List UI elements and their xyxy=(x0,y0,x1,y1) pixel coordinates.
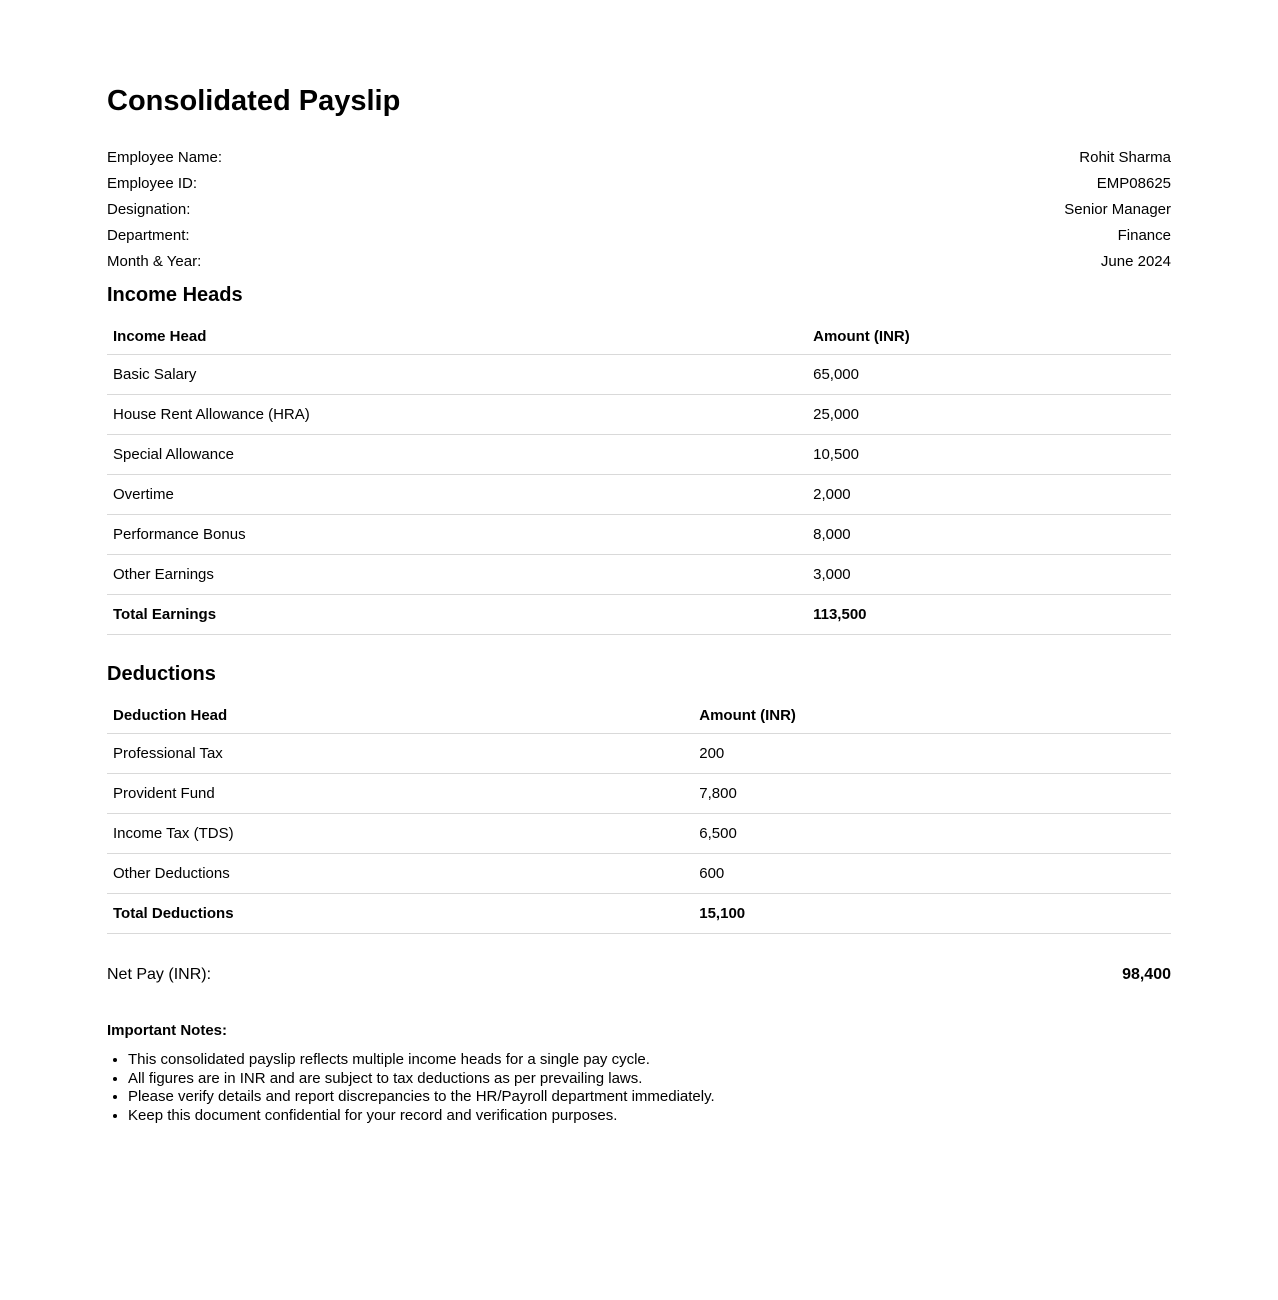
deduction-head-column-header: Deduction Head xyxy=(107,698,693,734)
employee-id-row xyxy=(107,170,1171,196)
net-pay-label: Net Pay (INR): xyxy=(107,966,212,984)
income-row-label: Performance Bonus xyxy=(107,515,807,555)
deductions-table xyxy=(107,698,1171,934)
income-table-header-row xyxy=(107,319,1171,355)
income-row-amount: 65,000 xyxy=(807,355,1171,395)
deduction-row-amount: 6,500 xyxy=(693,814,1171,854)
total-deductions-label: Total Deductions xyxy=(107,894,693,934)
list-item: • Keep this document confidential for your record and verification purposes. xyxy=(128,1107,1171,1126)
table-row xyxy=(107,814,1171,854)
department-row xyxy=(107,222,1171,248)
table-row xyxy=(107,854,1171,894)
total-deductions-row xyxy=(107,894,1171,934)
deduction-row-label: Other Deductions xyxy=(107,854,693,894)
income-row-amount: 8,000 xyxy=(807,515,1171,555)
deduction-row-amount: 600 xyxy=(693,854,1171,894)
income-amount-column-header: Amount (INR) xyxy=(807,319,1171,355)
table-row xyxy=(107,435,1171,475)
income-row-amount: 10,500 xyxy=(807,435,1171,475)
total-earnings-row xyxy=(107,595,1171,635)
table-row xyxy=(107,475,1171,515)
net-pay-row xyxy=(107,966,1171,984)
employee-id-value: EMP08625 xyxy=(1096,174,1171,192)
table-row xyxy=(107,355,1171,395)
income-row-amount: 2,000 xyxy=(807,475,1171,515)
deduction-amount-column-header: Amount (INR) xyxy=(693,698,1171,734)
income-row-amount: 3,000 xyxy=(807,555,1171,595)
month-year-value: June 2024 xyxy=(1100,252,1171,270)
income-row-label: Overtime xyxy=(107,475,807,515)
notes-list xyxy=(107,1051,1171,1125)
designation-label: Designation: xyxy=(107,200,191,218)
employee-name-value: Rohit Sharma xyxy=(1079,148,1171,166)
table-row xyxy=(107,555,1171,595)
income-row-label: Special Allowance xyxy=(107,435,807,475)
table-row xyxy=(107,395,1171,435)
list-item: • This consolidated payslip reflects multiple income heads for a single pay cycle. xyxy=(128,1051,1171,1070)
deductions-heading: Deductions xyxy=(107,663,216,686)
total-earnings-amount: 113,500 xyxy=(807,595,1171,635)
employee-id-label: Employee ID: xyxy=(107,174,198,192)
list-item: • All figures are in INR and are subject to tax deductions as per prevailing laws. xyxy=(128,1070,1171,1089)
total-deductions-amount: 15,100 xyxy=(693,894,1171,934)
important-notes-heading: Important Notes: xyxy=(107,1022,227,1040)
department-label: Department: xyxy=(107,226,190,244)
month-year-label: Month & Year: xyxy=(107,252,202,270)
total-earnings-label: Total Earnings xyxy=(107,595,807,635)
income-row-label: Other Earnings xyxy=(107,555,807,595)
deduction-row-label: Income Tax (TDS) xyxy=(107,814,693,854)
month-year-row xyxy=(107,248,1171,274)
deduction-row-amount: 7,800 xyxy=(693,774,1171,814)
designation-value: Senior Manager xyxy=(1064,200,1171,218)
deduction-row-label: Professional Tax xyxy=(107,734,693,774)
department-value: Finance xyxy=(1117,226,1171,244)
income-head-column-header: Income Head xyxy=(107,319,807,355)
income-table xyxy=(107,319,1171,635)
deduction-row-label: Provident Fund xyxy=(107,774,693,814)
income-row-label: House Rent Allowance (HRA) xyxy=(107,395,807,435)
employee-name-row xyxy=(107,144,1171,170)
deduction-row-amount: 200 xyxy=(693,734,1171,774)
important-notes-section xyxy=(107,1022,1171,1125)
table-row xyxy=(107,774,1171,814)
employee-info xyxy=(107,144,1171,274)
income-row-label: Basic Salary xyxy=(107,355,807,395)
employee-name-label: Employee Name: xyxy=(107,148,223,166)
designation-row xyxy=(107,196,1171,222)
net-pay-value: 98,400 xyxy=(1122,966,1171,984)
income-heads-heading: Income Heads xyxy=(107,284,243,307)
table-row xyxy=(107,734,1171,774)
income-row-amount: 25,000 xyxy=(807,395,1171,435)
page-title: Consolidated Payslip xyxy=(107,85,401,117)
list-item: • Please verify details and report discrepancies to the HR/Payroll department immediately. xyxy=(128,1088,1171,1107)
deductions-table-header-row xyxy=(107,698,1171,734)
table-row xyxy=(107,515,1171,555)
